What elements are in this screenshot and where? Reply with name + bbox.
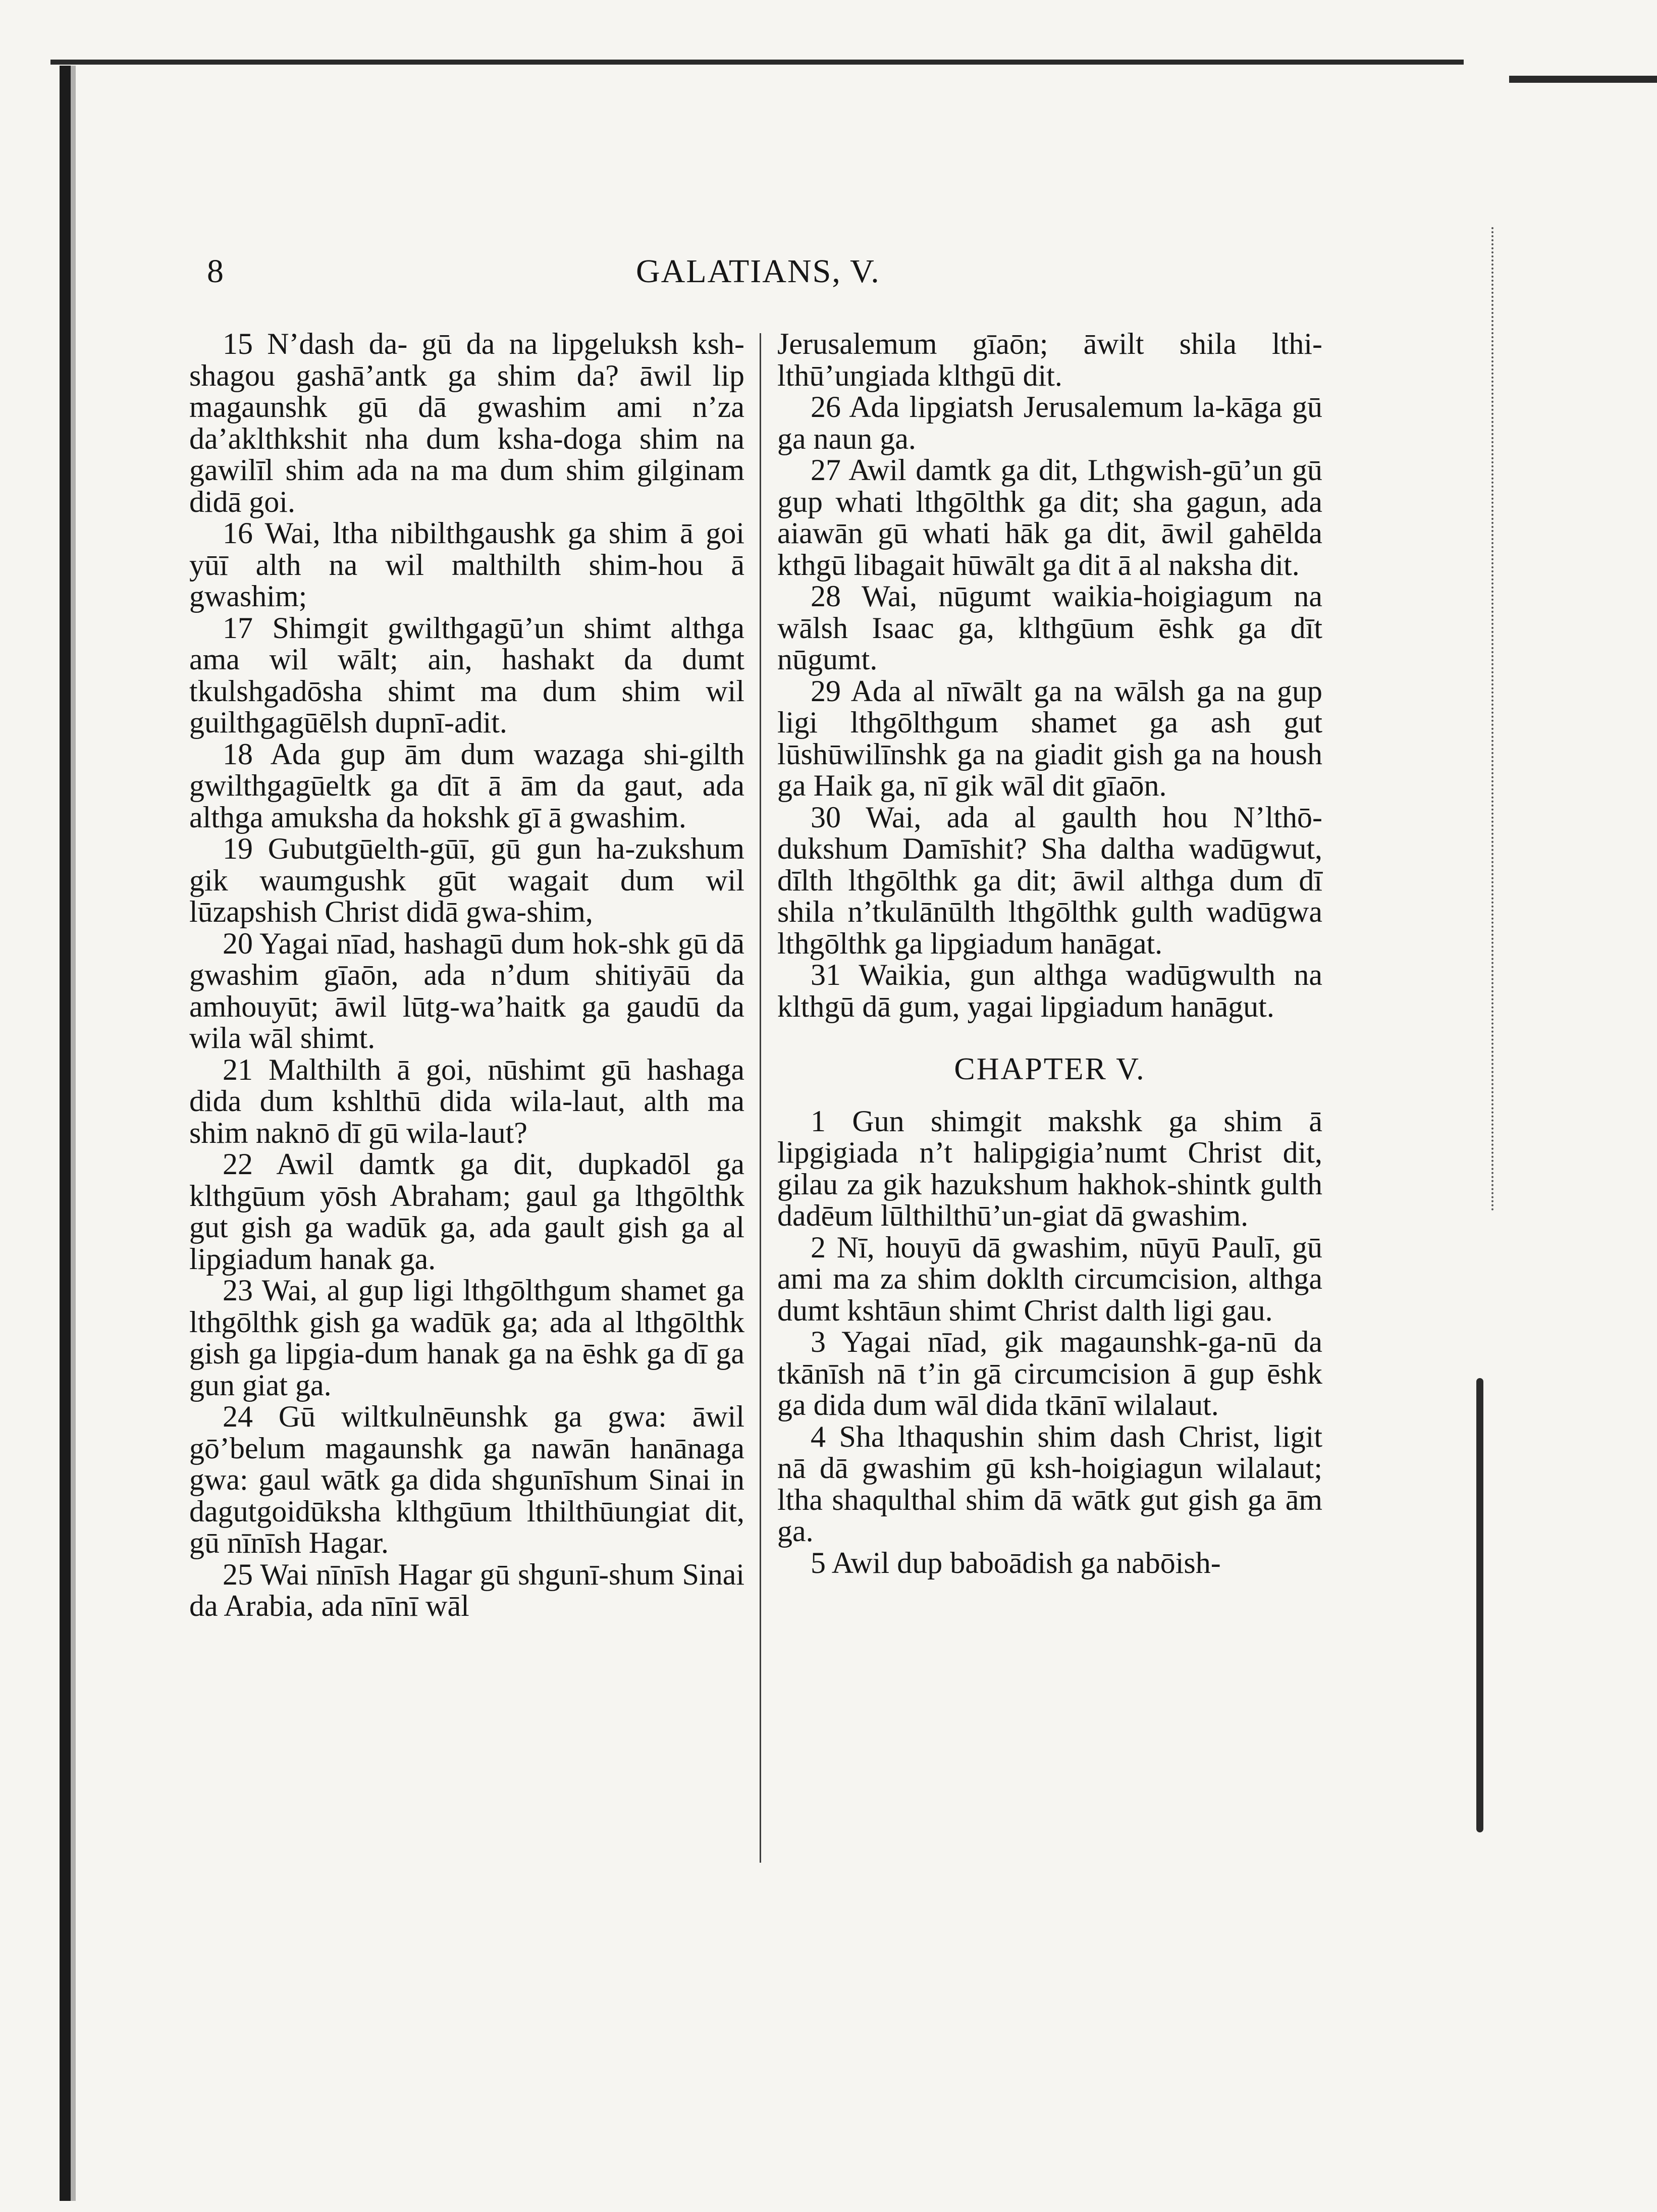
verse: 28 Wai, nūgumt waikia-hoigiagum na wālsh Isaac ga, klthgūum ēshk ga dīt nūgumt.: [777, 580, 1322, 676]
verse: 31 Waikia, gun althga wadūgwulth na klthgū dā gum, yagai lipgiadum hanāgut.: [777, 958, 1322, 1023]
verse: 27 Awil damtk ga dit, Lthgwish-gū’un gū gup whati lthgōlthk ga dit; sha gagun, ada aiawān gū whati hāk ga dit, āwil gahēlda kthgū libagait hūwālt ga dit ā al naksha dit.: [777, 453, 1322, 582]
page-number: 8: [207, 253, 225, 290]
left-column: [189, 328, 744, 1883]
verse-continuation: Jerusalemum gīaōn; āwilt shila lthi-lthū’ungiada klthgū dit.: [777, 327, 1322, 392]
verse: 5 Awil dup baboādish ga nabōish-: [811, 1546, 1221, 1579]
right-column: [777, 328, 1322, 1883]
verse: 30 Wai, ada al gaulth hou N’lthō-dukshum Damīshit? Sha daltha wadūgwut, dīlth lthgōlthk ga dit; āwil althga dum dī shila n’tkulānūlth lthgōlthk gulth wadūgwa lthgōlthk ga lipgiadum hanāgat.: [777, 800, 1322, 960]
verse: 18 Ada gup ām dum wazaga shi-gilth gwilthgagūeltk ga dīt ā ām da gaut, ada althga amuksha da hokshk gī ā gwashim.: [189, 737, 744, 834]
running-title: GALATIANS, V.: [636, 253, 880, 290]
verse: 19 Gubutgūelth-gūī, gū gun ha-zukshum gik waumgushk gūt wagait dum wil lūzapshish Christ didā gwa-shim,: [189, 832, 744, 928]
verse: 29 Ada al nīwālt ga na wālsh ga na gup ligi lthgōlthgum shamet ga ash gut lūshūwilīnshk ga na giadit gish ga na housh ga Haik ga, nī gik wāl dit gīaōn.: [777, 674, 1322, 802]
verse: 2 Nī, houyū dā gwashim, nūyū Paulī, gū ami ma za shim doklth circumcision, althga dumt kshtāun shimt Christ dalth ligi gau.: [777, 1230, 1323, 1327]
verse: 22 Awil damtk ga dit, dupkadōl ga klthgūum yōsh Abraham; gaul ga lthgōlthk gut gish ga wadūk ga, ada gault gish ga al lipgiadum hanak ga.: [189, 1147, 744, 1276]
verse: 20 Yagai nīad, hashagū dum hok-shk gū dā gwashim gīaōn, ada n’dum shitiyāū da amhouyūt; āwil lūtg-wa’haitk ga gaudū da wila wāl shimt.: [189, 926, 744, 1055]
scan-left-edge-shadow: [71, 66, 76, 2201]
verse: 3 Yagai nīad, gik magaunshk-ga-nū da tkānīsh nā t’in gā circumcision ā gup ēshk ga dida dum wāl dida tkānī wilalaut.: [777, 1325, 1322, 1421]
scan-right-dotted-mark: [1491, 227, 1496, 1212]
scan-right-fold-mark: [1476, 1378, 1483, 1832]
verse: 26 Ada lipgiatsh Jerusalemum la-kāga gū ga naun ga.: [777, 390, 1322, 455]
verse: 25 Wai nīnīsh Hagar gū shgunī-shum Sinai da Arabia, ada nīnī wāl: [189, 1557, 745, 1622]
verse: 1 Gun shimgit makshk ga shim ā lipgigiada n’t halipgigia’numt Christ dit, gilau za gik hazukshum hakhok-shintk gulth dadēum lūlthilthū’un-giat dā gwashim.: [777, 1104, 1322, 1232]
chapter-heading: CHAPTER V.: [954, 1052, 1146, 1086]
page-header: [207, 252, 1317, 298]
scan-top-rule: [50, 60, 1464, 65]
scan-top-rule-right: [1509, 76, 1657, 83]
verse: 23 Wai, al gup ligi lthgōlthgum shamet ga lthgōlthk gish ga wadūk ga; ada al lthgōlthk gish ga lipgia-dum hanak ga na ēshk ga dī ga gun giat ga.: [189, 1274, 744, 1402]
verse: 4 Sha lthaqushin shim dash Christ, ligit nā dā gwashim gū ksh-hoigiagun wilalaut; ltha shaqulthal shim dā wātk gut gish ga ām ga.: [777, 1419, 1323, 1548]
verse: 16 Wai, ltha nibilthgaushk ga shim ā goi yūī alth na wil malthilth shim-hou ā gwashim;: [189, 516, 744, 613]
verse: 21 Malthilth ā goi, nūshimt gū hashaga dida dum kshlthū dida wila-laut, alth ma shim naknō dī gū wila-laut?: [189, 1052, 745, 1149]
verse: 15 N’dash da- gū da na lipgeluksh ksh-shagou gashā’antk ga shim da? āwil lip magaunshk gū dā gwashim ami n’za da’aklthkshit nha dum ksha-doga shim na gawilīl shim ada na ma dum shim gilginam didā goi.: [189, 327, 745, 518]
column-divider: [760, 333, 761, 1863]
scan-left-edge: [60, 66, 71, 2201]
verse: 17 Shimgit gwilthgagū’un shimt althga ama wil wālt; ain, hashakt da dumt tkulshgadōsha shimt ma dum shim wil guilthgagūēlsh dupnī-adit.: [189, 611, 744, 739]
verse: 24 Gū wiltkulnēunshk ga gwa: āwil gō’belum magaunshk ga nawān hanānaga gwa: gaul wātk ga dida shgunīshum Sinai in dagutgoidūksha klthgūum lthilthūungiat dit, gū nīnīsh Hagar.: [189, 1400, 744, 1559]
